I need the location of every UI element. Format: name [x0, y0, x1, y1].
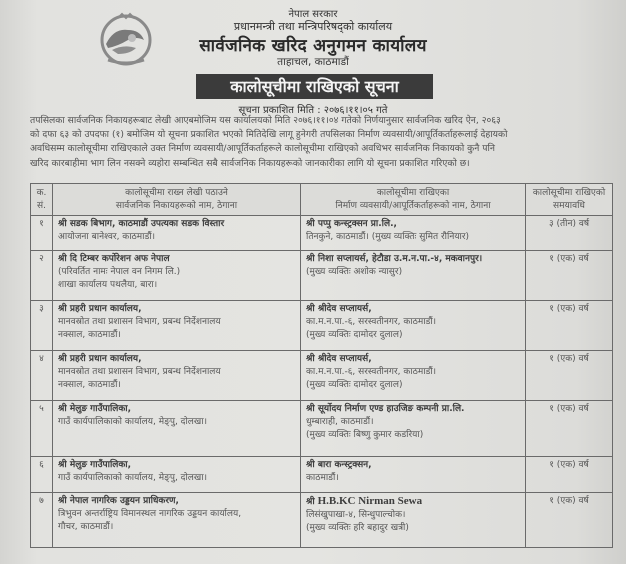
table-row	[31, 457, 613, 493]
intro-line: खरिद कारबाहीमा भाग लिन नसक्ने व्यहोरा सम्बन्धित सबै सार्वजनिक निकायहरूको जानकारीका लागि यो सूचना प्रकाशित गरिएको छ।	[30, 157, 470, 169]
header-sn: क. सं.	[31, 184, 53, 216]
government-line: नेपाल सरकार	[288, 9, 338, 20]
blacklist-table	[30, 183, 613, 548]
office-title: सार्वजनिक खरिद अनुगमन कार्यालय	[199, 36, 427, 56]
contractor-name-en: H.B.KC Nirman Sewa	[317, 495, 423, 507]
table-row	[31, 351, 613, 401]
row-contractor: श्री श्रीदेव सप्लायर्स, का.म.न.पा.-६, सरस्वतीनगर, काठमाडौं। (मुख्य व्यक्तिः दामोदर दुलाल)	[301, 301, 526, 351]
row-contractor: श्री बारा कन्स्ट्रक्सन, काठमाडौं।	[301, 457, 526, 493]
row-sn: १	[31, 216, 53, 251]
table-row	[31, 493, 613, 548]
header-duration: कालोसूचीमा राखिएको समयावधि	[526, 184, 613, 216]
header-org: कालोसूचीमा राख्न लेखी पठाउने सार्वजनिक निकायहरूको नाम, ठेगाना	[53, 184, 301, 216]
row-sn: ६	[31, 457, 53, 493]
row-sn: ३	[31, 301, 53, 351]
row-org: श्री मेलुङ गाउँपालिका, गाउँ कार्यपालिकाको कार्यालय, मेङ्पु, दोलखा।	[53, 457, 301, 493]
row-duration: १ (एक) वर्ष	[526, 251, 613, 301]
header-contractor: कालोसूचीमा राखिएका निर्माण व्यवसायी/आपूर्तिकर्ताहरूको नाम, ठेगाना	[301, 184, 526, 216]
table-header-row	[31, 184, 613, 216]
intro-paragraph	[30, 114, 616, 171]
table-row	[31, 251, 613, 301]
row-sn: ५	[31, 401, 53, 457]
notice-title-banner: कालोसूचीमा राखिएको सूचना	[196, 74, 433, 99]
row-contractor: श्री सूर्योदय निर्माण एण्ड हाउजिङ कम्पनी प्रा.लि. धुम्बाराही, काठमाडौं। (मुख्य व्यक्तिः बिष्णु कुमार कडरिया)	[301, 401, 526, 457]
row-org: श्री प्रहरी प्रधान कार्यालय, मानवस्रोत तथा प्रशासन विभाग, प्रबन्ध निर्देशनालय नक्साल, काठमाडौं।	[53, 301, 301, 351]
contractor-prefix: श्री	[306, 497, 315, 507]
row-org: श्री नेपाल नागरिक उड्डयन प्राधिकरण, त्रिभुवन अन्तर्राष्ट्रिय विमानस्थल नागरिक उड्डयन कार्यालय, गौचर, काठमाडौं।	[53, 493, 301, 548]
intro-line: को दफा ६३ को उपदफा (१) बमोजिम यो सूचना प्रकाशित भएको मितिदेखि लागू हुनेगरी तपसिलका निर्माण व्यवसायी/आपूर्तिकर्ताहरूलाई देहायको	[30, 129, 508, 141]
published-date: सूचना प्रकाशित मिति : २०७६।११।०५ गते	[238, 105, 388, 116]
row-duration: ३ (तीन) वर्ष	[526, 216, 613, 251]
row-duration: १ (एक) वर्ष	[526, 401, 613, 457]
table-row	[31, 301, 613, 351]
row-duration: १ (एक) वर्ष	[526, 351, 613, 401]
row-org: श्री दि टिम्बर कर्पोरेशन अफ नेपाल (परिवर्तित नामः नेपाल वन निगम लि.) शाखा कार्यालय पथलैया, बारा।	[53, 251, 301, 301]
row-duration: १ (एक) वर्ष	[526, 301, 613, 351]
row-duration: १ (एक) वर्ष	[526, 457, 613, 493]
row-org: श्री मेलुङ गाउँपालिका, गाउँ कार्यपालिकाको कार्यालय, मेङ्पु, दोलखा।	[53, 401, 301, 457]
row-contractor: श्री श्रीदेव सप्लायर्स, का.म.न.पा.-६, सरस्वतीनगर, काठमाडौं। (मुख्य व्यक्तिः दामोदर दुलाल)	[301, 351, 526, 401]
row-contractor: श्री निशा सप्लायर्स, हेटौडा उ.म.न.पा.-४, मकवानपुर। (मुख्य व्यक्तिः अशोक न्यासुर)	[301, 251, 526, 301]
ministry-line: प्रधानमन्त्री तथा मन्त्रिपरिषद्को कार्यालय	[233, 20, 393, 33]
row-duration: १ (एक) वर्ष	[526, 493, 613, 548]
row-org: श्री प्रहरी प्रधान कार्यालय, मानवस्रोत तथा प्रशासन विभाग, प्रबन्ध निर्देशनालय नक्साल, काठमाडौं।	[53, 351, 301, 401]
row-org: श्री सडक बिभाग, काठमाडौं उपत्यका सडक विस्तार आयोजना बानेश्वर, काठमाडौं।	[53, 216, 301, 251]
table-row	[31, 401, 613, 457]
row-sn: ४	[31, 351, 53, 401]
intro-line: अवधिसम्म कालोसूचीमा राखिएकाले उक्त निर्माण व्यवसायी/आपूर्तिकर्ताहरूले कालोसूचीमा राखिएको अवधिभर सार्वजनिक निकायको कुनै पनि	[30, 143, 495, 155]
row-contractor: श्री पप्पु कन्स्ट्रक्सन प्रा.लि., तिनकुने, काठमाडौं। (मुख्य व्यक्तिः सुमित रौनियार)	[301, 216, 526, 251]
intro-line: तपसिलका सार्वजनिक निकायहरूबाट लेखी आएबमोजिम यस कार्यालयको मिति २०७६।११।०४ गतेको निर्णयानुसार सार्वजनिक खरिद ऐन, २०६३	[30, 115, 501, 126]
row-sn: ७	[31, 493, 53, 548]
row-sn: २	[31, 251, 53, 301]
row-contractor: श्री H.B.KC Nirman Sewa लिसंखुपाखा-४, सिन्धुपाल्चोक। (मुख्य व्यक्तिः हरि बहादुर खत्री)	[301, 493, 526, 548]
table-row	[31, 216, 613, 251]
office-address: ताहाचल, काठमाडौं	[277, 56, 349, 68]
